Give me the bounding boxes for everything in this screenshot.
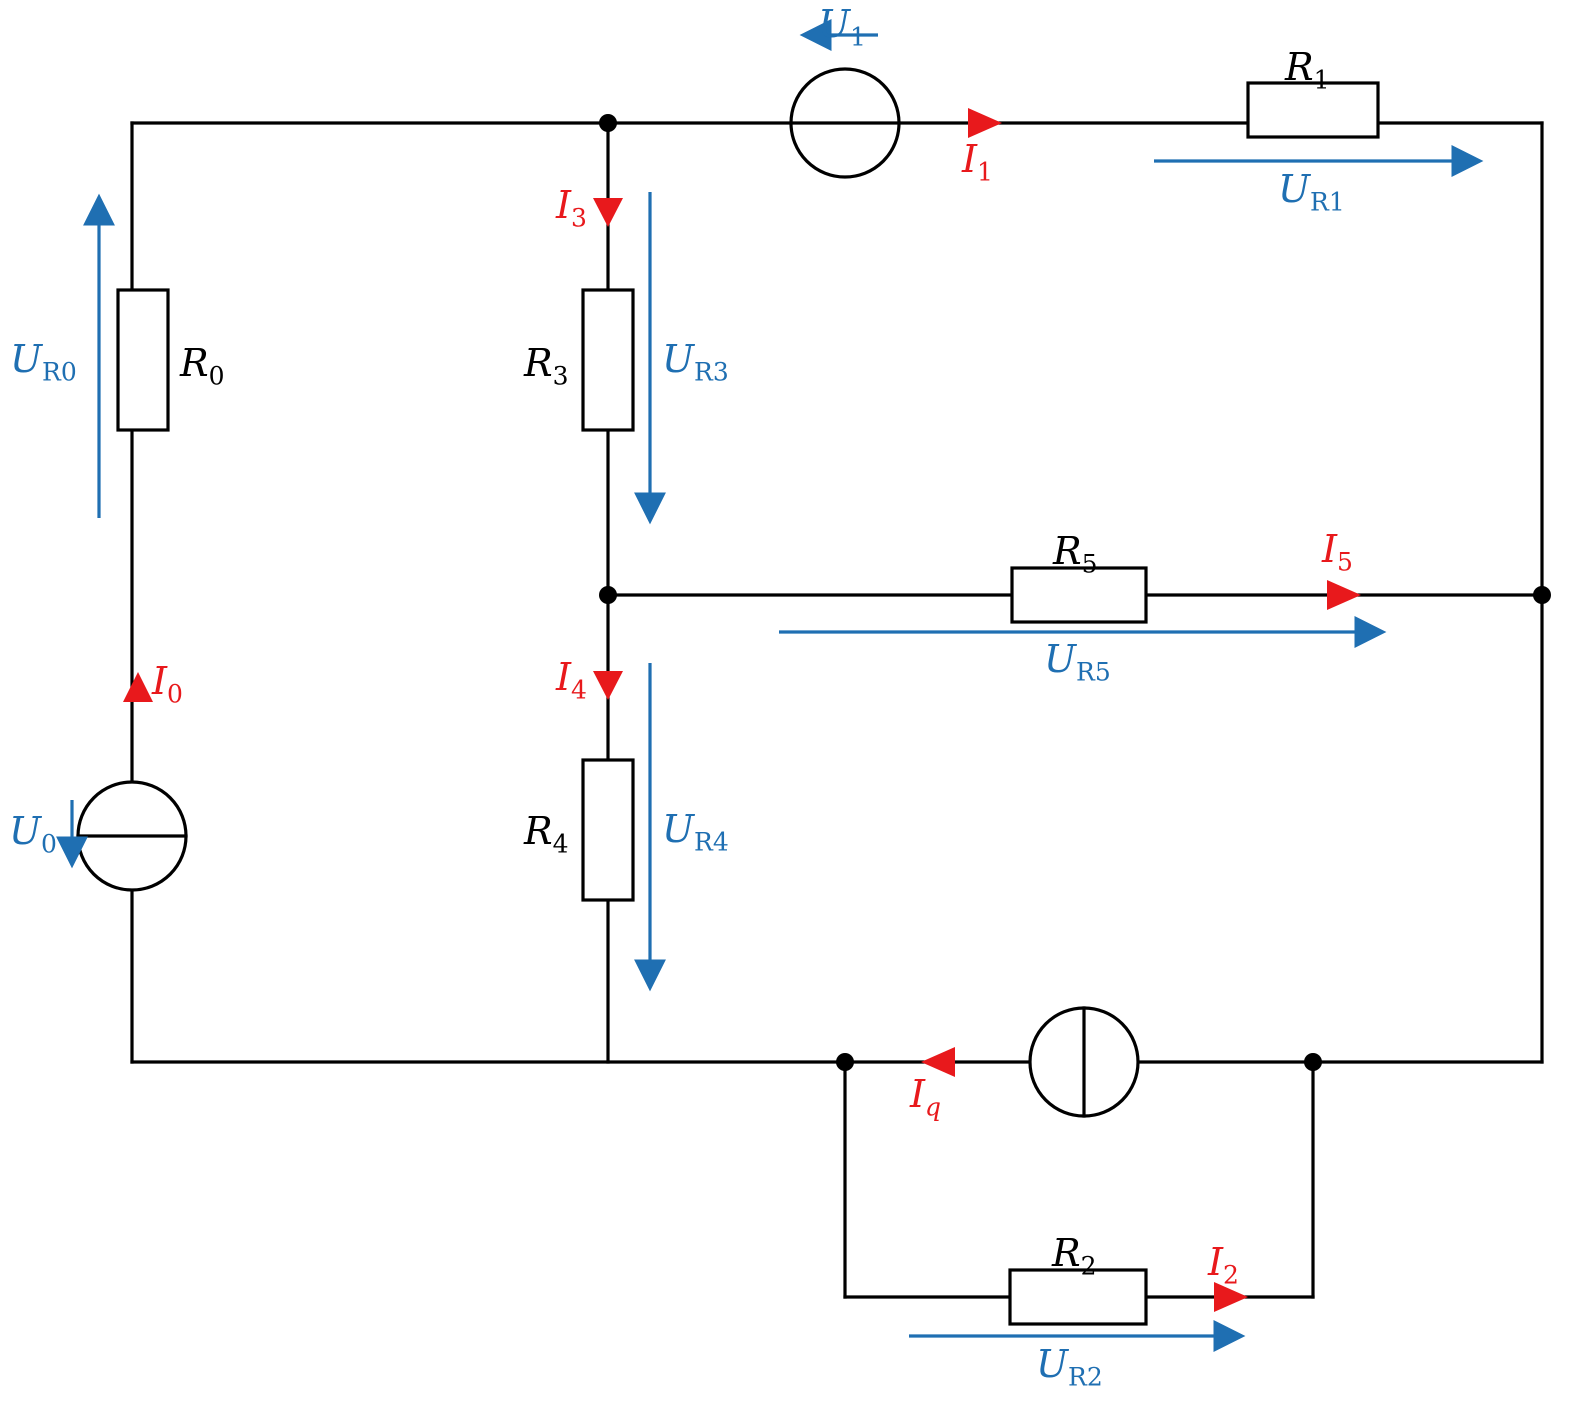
- current-arrow-I0: [123, 672, 153, 702]
- node-bottom-right-loop: [1304, 1053, 1322, 1071]
- label-I2: $I_2$: [1208, 1240, 1239, 1290]
- label-UR3: $U_{R3}$: [662, 337, 729, 387]
- label-I4: $I_4$: [556, 655, 587, 705]
- label-UR4: $U_{R4}$: [662, 807, 729, 857]
- current-arrow-I1: [968, 108, 1002, 138]
- label-Iq: $I_q$: [910, 1072, 942, 1122]
- label-R2: $R_2$: [1052, 1231, 1097, 1281]
- label-I0: $I_0$: [152, 659, 183, 709]
- label-UR1: $U_{R1}$: [1278, 167, 1345, 217]
- label-R1: $R_1$: [1285, 45, 1330, 95]
- label-R5: $R_5$: [1053, 529, 1098, 579]
- resistor-R0: [118, 290, 168, 430]
- resistor-R3: [583, 290, 633, 430]
- label-UR5: $U_{R5}$: [1044, 637, 1111, 687]
- label-R0: $R_0$: [180, 341, 225, 391]
- node-middle-center: [599, 586, 617, 604]
- label-I1: $I_1$: [962, 137, 993, 187]
- label-U1: $U_1$: [818, 2, 866, 52]
- node-right-middle: [1533, 586, 1551, 604]
- label-U0: $U_0$: [9, 809, 57, 859]
- label-R3: $R_3$: [524, 341, 569, 391]
- label-R4: $R_4$: [524, 809, 569, 859]
- node-bottom-left-loop: [836, 1053, 854, 1071]
- label-I3: $I_3$: [556, 183, 587, 233]
- current-arrow-I5: [1327, 580, 1361, 610]
- label-I5: $I_5$: [1322, 527, 1353, 577]
- current-arrow-I3: [593, 198, 623, 227]
- current-arrow-I4: [593, 671, 623, 700]
- current-arrow-Iq: [921, 1047, 955, 1077]
- resistor-R4: [583, 760, 633, 900]
- label-UR0: $U_{R0}$: [10, 337, 77, 387]
- node-top-middle: [599, 114, 617, 132]
- label-UR2: $U_{R2}$: [1036, 1342, 1103, 1392]
